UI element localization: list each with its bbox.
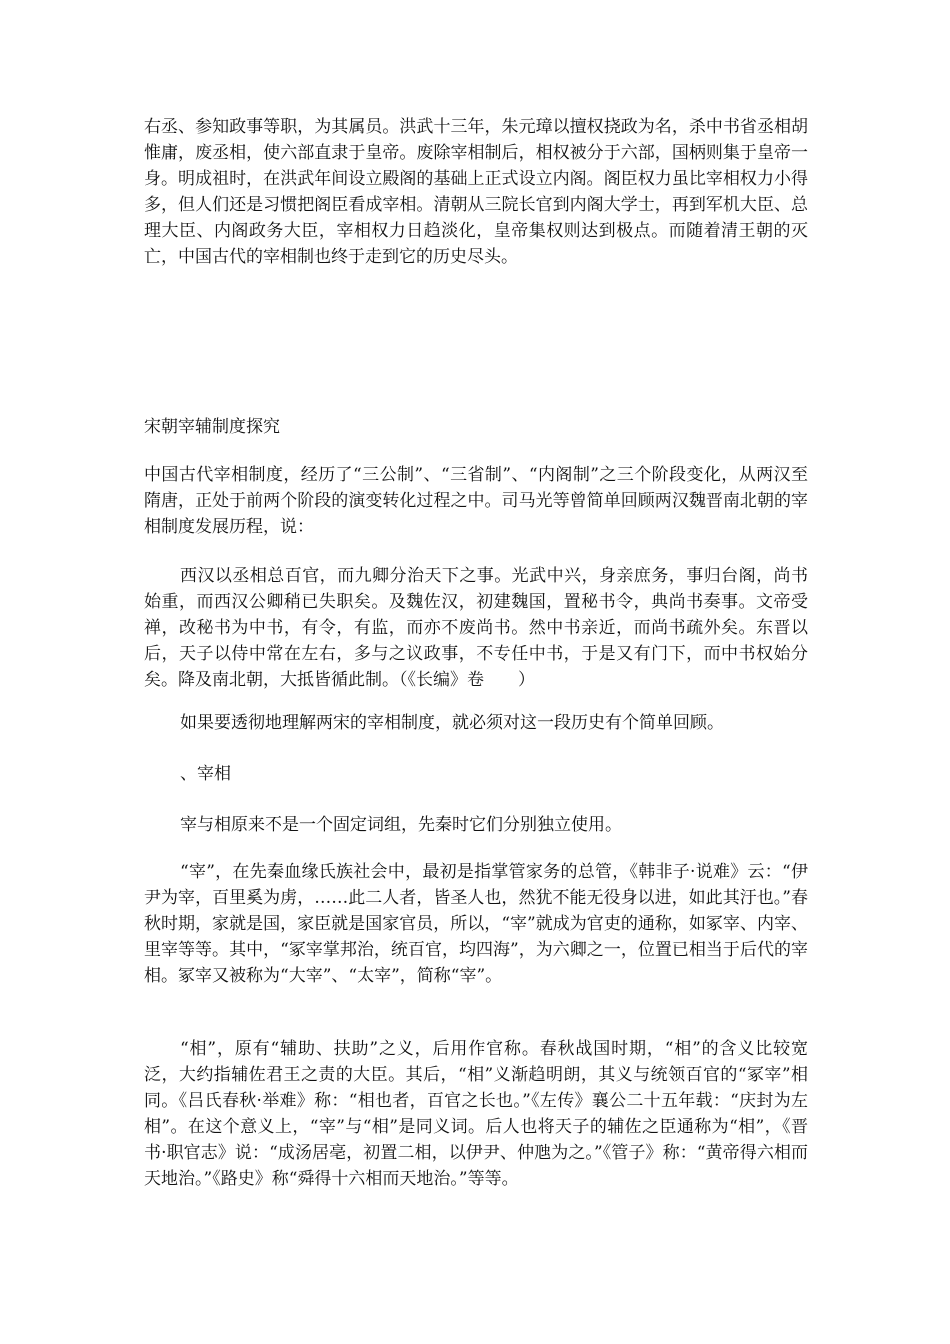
subheading: 、宰相 [180, 764, 231, 784]
paragraph-xiang: “相”，原有“辅助、扶助”之义，后用作官称。春秋战国时期，“相”的含义比较宽泛，大约指辅佐君王之责的大臣。其后，“相”义渐趋明朗，其义与统领百官的“冢宰”相同。《吕氏春秋·举难》称：“相也者，百官之长也。”《左传》襄公二十五年载：“庆封为左相”。在这个意义上，“宰”与“相”是同义词。后人也将天子的辅佐之臣通称为“相”，《晋书·职官志》说：“成汤居亳，初置二相，以伊尹、仲虺为之。”《管子》称：“黄帝得六相而天地治。”《路史》称“舜得十六相而天地治。”等等。 [144, 1039, 808, 1189]
paragraph-definition: 宰与相原来不是一个固定词组，先秦时它们分别独立使用。 [180, 815, 622, 835]
paragraph-zai: “宰”，在先秦血缘氏族社会中，最初是指掌管家务的总管，《韩非子·说难》云：“伊尹为宰，百里奚为虏，……此二人者，皆圣人也，然犹不能无役身以进，如此其汙也。”春秋时期，家就是国，家臣就是国家官员，所以，“宰”就成为官吏的通称，如冢宰、内宰、里宰等等。其中，“冢宰掌邦治，统百官，均四海”，为六卿之一，位置已相当于后代的宰相。冢宰又被称为“大宰”、“太宰”，简称“宰”。 [144, 862, 808, 986]
section-title: 宋朝宰辅制度探究 [144, 417, 280, 437]
paragraph-intro: 中国古代宰相制度，经历了“三公制”、“三省制”、“内阁制”之三个阶段变化，从两汉至隋唐，正处于前两个阶段的演变转化过程之中。司马光等曾简单回顾两汉魏晋南北朝的宰相制度发展历程，说： [144, 465, 808, 537]
block-quote: 西汉以丞相总百官，而九卿分治天下之事。光武中兴，身亲庶务，事归台阁，尚书始重，而西汉公卿稍已失职矣。及魏佐汉，初建魏国，置秘书令，典尚书奏事。文帝受禅，改秘书为中书，有令，有监，而亦不废尚书。然中书亲近，而尚书疏外矣。东晋以后，天子以侍中常在左右，多与之议政事，不专任中书，于是又有门下，而中书权始分矣。降及南北朝，大抵皆循此制。（《长编》卷 ） [144, 566, 808, 690]
paragraph-top: 右丞、参知政事等职，为其属员。洪武十三年，朱元璋以擅权挠政为名，杀中书省丞相胡惟庸，废丞相，使六部直隶于皇帝。废除宰相制后，相权被分于六部，国柄则集于皇帝一身。明成祖时，在洪武年间设立殿阁的基础上正式设立内阁。阁臣权力虽比宰相权力小得多，但人们还是习惯把阁臣看成宰相。清朝从三院长官到内阁大学士，再到军机大臣、总理大臣、内阁政务大臣，宰相权力日趋淡化，皇帝集权则达到极点。而随着清王朝的灭亡，中国古代的宰相制也终于走到它的历史尽头。 [144, 117, 808, 267]
paragraph-review: 如果要透彻地理解两宋的宰相制度，就必须对这一段历史有个简单回顾。 [180, 713, 724, 733]
